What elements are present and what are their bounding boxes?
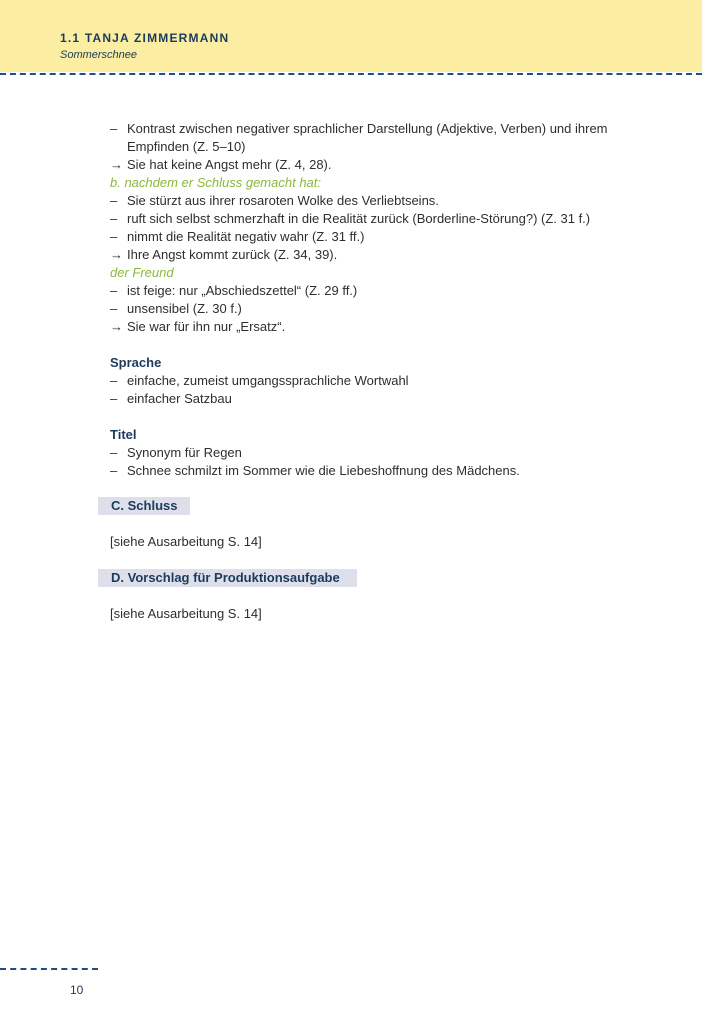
header-divider	[0, 73, 702, 75]
chapter-subtitle: Sommerschnee	[60, 49, 138, 61]
arrow-icon: →	[110, 319, 123, 334]
arrow-icon: →	[110, 157, 123, 172]
subsection-label: b. nachdem er Schluss gemacht hat:	[110, 175, 322, 190]
dash-marker: –	[110, 121, 118, 136]
section-heading-produktionsaufgabe: D. Vorschlag für Produktionsaufgabe	[98, 569, 357, 587]
list-item	[110, 228, 364, 246]
list-item-text: Ihre Angst kommt zurück (Z. 34, 39).	[127, 247, 338, 262]
dash-marker: –	[110, 229, 118, 244]
dash-marker: –	[110, 463, 118, 478]
dash-marker: –	[110, 211, 118, 226]
list-item	[110, 156, 332, 174]
list-item	[110, 120, 608, 138]
arrow-icon: →	[110, 247, 123, 262]
list-item	[110, 246, 337, 264]
dash-marker: –	[110, 193, 118, 208]
list-item	[110, 372, 409, 390]
list-item-text: einfacher Satzbau	[127, 391, 232, 406]
dash-marker: –	[110, 445, 118, 460]
list-item	[110, 390, 232, 408]
list-item-text: Kontrast zwischen negativer sprachlicher Darstellung (Adjektive, Verben) und ihrem	[127, 121, 608, 136]
dash-marker: –	[110, 283, 118, 298]
section-heading-titel: Titel	[110, 427, 137, 442]
section-heading-sprache: Sprache	[110, 355, 162, 370]
list-item-text: Schnee schmilzt im Sommer wie die Liebeshoffnung des Mädchens.	[127, 463, 520, 478]
list-item	[110, 444, 242, 462]
list-item-text: Sie hat keine Angst mehr (Z. 4, 28).	[127, 157, 332, 172]
list-item-text: einfache, zumeist umgangssprachliche Wortwahl	[127, 373, 409, 388]
page-header	[0, 0, 702, 72]
footer-divider	[0, 968, 98, 970]
list-item	[110, 318, 285, 336]
list-item	[110, 300, 242, 318]
list-item	[110, 462, 520, 480]
list-item	[110, 210, 590, 228]
list-item-continuation: Empfinden (Z. 5–10)	[127, 139, 246, 154]
dash-marker: –	[110, 301, 118, 316]
list-item-text: unsensibel (Z. 30 f.)	[127, 301, 242, 316]
list-item-text: ist feige: nur „Abschiedszettel“ (Z. 29 ff.)	[127, 283, 358, 298]
dash-marker: –	[110, 373, 118, 388]
section-heading-schluss: C. Schluss	[98, 497, 190, 515]
chapter-title: 1.1 TANJA ZIMMERMANN	[60, 31, 230, 45]
list-item-text: nimmt die Realität negativ wahr (Z. 31 ff.)	[127, 229, 365, 244]
page-number: 10	[70, 983, 84, 997]
list-item	[110, 192, 439, 210]
reference-note: [siehe Ausarbeitung S. 14]	[110, 606, 262, 621]
list-item-text: Synonym für Regen	[127, 445, 242, 460]
subsection-label: der Freund	[110, 265, 174, 280]
list-item-text: ruft sich selbst schmerzhaft in die Realität zurück (Borderline-Störung?) (Z. 31 f.)	[127, 211, 591, 226]
reference-note: [siehe Ausarbeitung S. 14]	[110, 534, 262, 549]
list-item-text: Sie stürzt aus ihrer rosaroten Wolke des Verliebtseins.	[127, 193, 439, 208]
list-item-text: Sie war für ihn nur „Ersatz“.	[127, 319, 286, 334]
list-item	[110, 282, 357, 300]
dash-marker: –	[110, 391, 118, 406]
